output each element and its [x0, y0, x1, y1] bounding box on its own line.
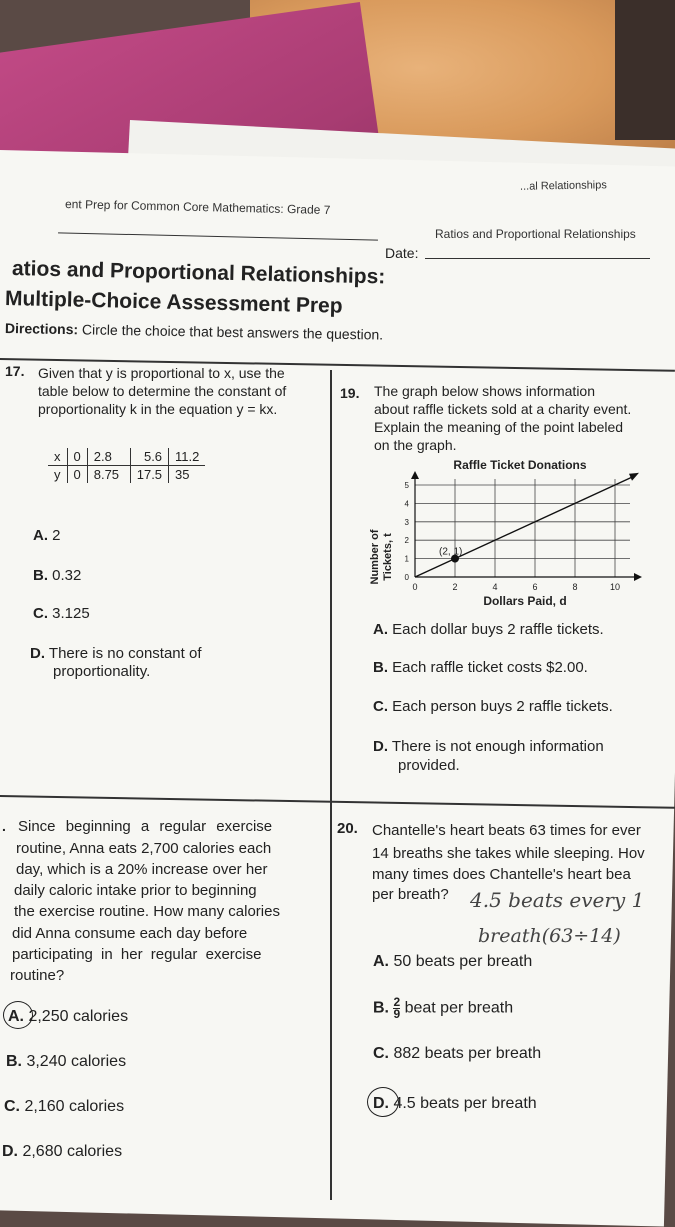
x-tick-label: 4 — [492, 582, 498, 592]
q17-choice-d[interactable]: D. There is no constant of — [30, 645, 202, 662]
q18-line: did Anna consume each day before — [12, 925, 248, 942]
chart-title: Raffle Ticket Donations — [453, 458, 587, 472]
table-cell: 5.6 — [130, 448, 168, 466]
page-title-line2: Multiple-Choice Assessment Prep — [4, 287, 343, 318]
q19-number: 19. — [340, 385, 360, 401]
q19-line: on the graph. — [374, 437, 457, 453]
raffle-chart — [360, 455, 650, 615]
table-cell: 0 — [67, 448, 87, 466]
table-cell: 0 — [67, 466, 87, 484]
q19-choice-c[interactable]: C. Each person buys 2 raffle tickets. — [373, 698, 613, 715]
q17-choice-b[interactable]: B. 0.32 — [33, 567, 82, 584]
column-divider — [330, 370, 332, 1200]
header-rule — [58, 232, 378, 240]
x-tick-label: 6 — [532, 582, 538, 592]
q18-line: participating in her regular exercise — [12, 946, 262, 963]
series-arrow — [629, 473, 639, 481]
q20-choice-a[interactable]: A. 50 beats per breath — [373, 953, 533, 970]
q17-table — [48, 448, 205, 483]
q18-line: routine, Anna eats 2,700 calories each — [16, 840, 272, 857]
x-tick-label: 8 — [572, 582, 578, 592]
q20-line: per breath? — [372, 886, 449, 903]
q20-choice-c[interactable]: C. 882 beats per breath — [373, 1045, 542, 1062]
q19-choice-d[interactable]: D. There is not enough information — [373, 738, 604, 755]
x-tick-label: 0 — [412, 582, 418, 592]
directions — [5, 320, 383, 343]
table-cell: y — [48, 466, 67, 484]
q19-line: The graph below shows information — [374, 383, 596, 399]
date-label: Date: — [385, 245, 419, 261]
q20-line: many times does Chantelle's heart bea — [372, 866, 631, 883]
table-cell: 8.75 — [87, 466, 130, 484]
table-cell: 2.8 — [87, 448, 130, 466]
x-tick-label: 2 — [452, 582, 458, 592]
x-tick-label: 10 — [609, 582, 621, 592]
date-field[interactable] — [425, 258, 650, 259]
q17-choice-c[interactable]: C. 3.125 — [33, 605, 90, 622]
book-title: ent Prep for Common Core Mathematics: Grade 7 — [64, 196, 331, 218]
y-axis-arrow — [411, 471, 419, 479]
q17-choice-d-cont: proportionality. — [53, 663, 151, 680]
q18-line: the exercise routine. How many calories — [14, 903, 280, 920]
handwritten-note: breath(63÷14) — [478, 925, 621, 947]
q18-choice-a[interactable]: A. 2,250 calories — [8, 1008, 129, 1025]
directions-label: Directions: — [4, 320, 79, 338]
q19-line: Explain the meaning of the point labeled — [374, 419, 624, 435]
q20-line: 14 breaths she takes while sleeping. Hov — [372, 845, 645, 862]
q19-choice-a[interactable]: A. Each dollar buys 2 raffle tickets. — [373, 621, 604, 638]
directions-text: Circle the choice that best answers the question. — [81, 321, 384, 343]
page-title-line1: atios and Proportional Relationships: — [11, 257, 386, 289]
y-tick-label: 4 — [404, 499, 409, 509]
q18-choice-c[interactable]: C. 2,160 calories — [4, 1098, 125, 1115]
q20-choice-b[interactable]: B. $\frac{2}{9}$ beat per breath — [373, 995, 514, 1021]
y-axis-label: Number of — [369, 529, 381, 585]
y-axis-label: Tickets, t — [382, 533, 394, 581]
q19-choice-b[interactable]: B. Each raffle ticket costs $2.00. — [373, 659, 588, 676]
q17-choice-a[interactable]: A. 2 — [33, 527, 61, 544]
q18-line: routine? — [10, 967, 65, 984]
table-cell: 35 — [175, 467, 190, 482]
handwritten-note: 4.5 beats every 1 — [470, 888, 645, 912]
y-tick-label: 0 — [404, 573, 409, 582]
q18-line: Since beginning a regular exercise — [18, 818, 273, 835]
q20-choice-d[interactable]: D. 4.5 beats per breath — [373, 1095, 537, 1112]
q18-line: daily caloric intake prior to beginning — [14, 882, 257, 899]
table-cell: x — [48, 448, 67, 466]
back-sheet-header: ...al Relationships — [519, 179, 607, 193]
q19-choice-d-cont: provided. — [398, 757, 460, 774]
y-tick-label: 3 — [404, 517, 409, 527]
q17-line: Given that y is proportional to x, use the — [38, 365, 285, 381]
q18-number: . — [2, 818, 6, 834]
section-rule-middle — [0, 795, 675, 808]
x-axis-arrow — [634, 573, 642, 581]
q19-line: about raffle tickets sold at a charity event. — [374, 401, 632, 417]
q20-line: Chantelle's heart beats 63 times for ever — [372, 822, 641, 839]
q18-choice-b[interactable]: B. 3,240 calories — [6, 1053, 127, 1070]
series-line — [415, 476, 635, 577]
y-tick-label: 5 — [404, 481, 409, 490]
q17-table-wrap — [48, 448, 205, 483]
q20-number: 20. — [337, 820, 358, 837]
q17-line: table below to determine the constant of — [38, 383, 287, 399]
x-axis-label: Dollars Paid, d — [483, 594, 567, 608]
q18-line: day, which is a 20% increase over her — [16, 861, 268, 878]
q17-line: proportionality k in the equation y = kx. — [38, 401, 278, 417]
y-tick-label: 1 — [404, 554, 409, 564]
q17-number: 17. — [5, 363, 25, 379]
fraction: $\frac{2}{9}$ — [393, 995, 401, 1021]
table-cell: 17.5 — [130, 466, 168, 484]
section-title: Ratios and Proportional Relationships — [435, 227, 636, 241]
table-cell: 11.2 — [175, 449, 200, 464]
y-tick-label: 2 — [404, 536, 409, 546]
point-label: (2, 1) — [439, 546, 463, 558]
q18-choice-d[interactable]: D. 2,680 calories — [2, 1143, 123, 1160]
